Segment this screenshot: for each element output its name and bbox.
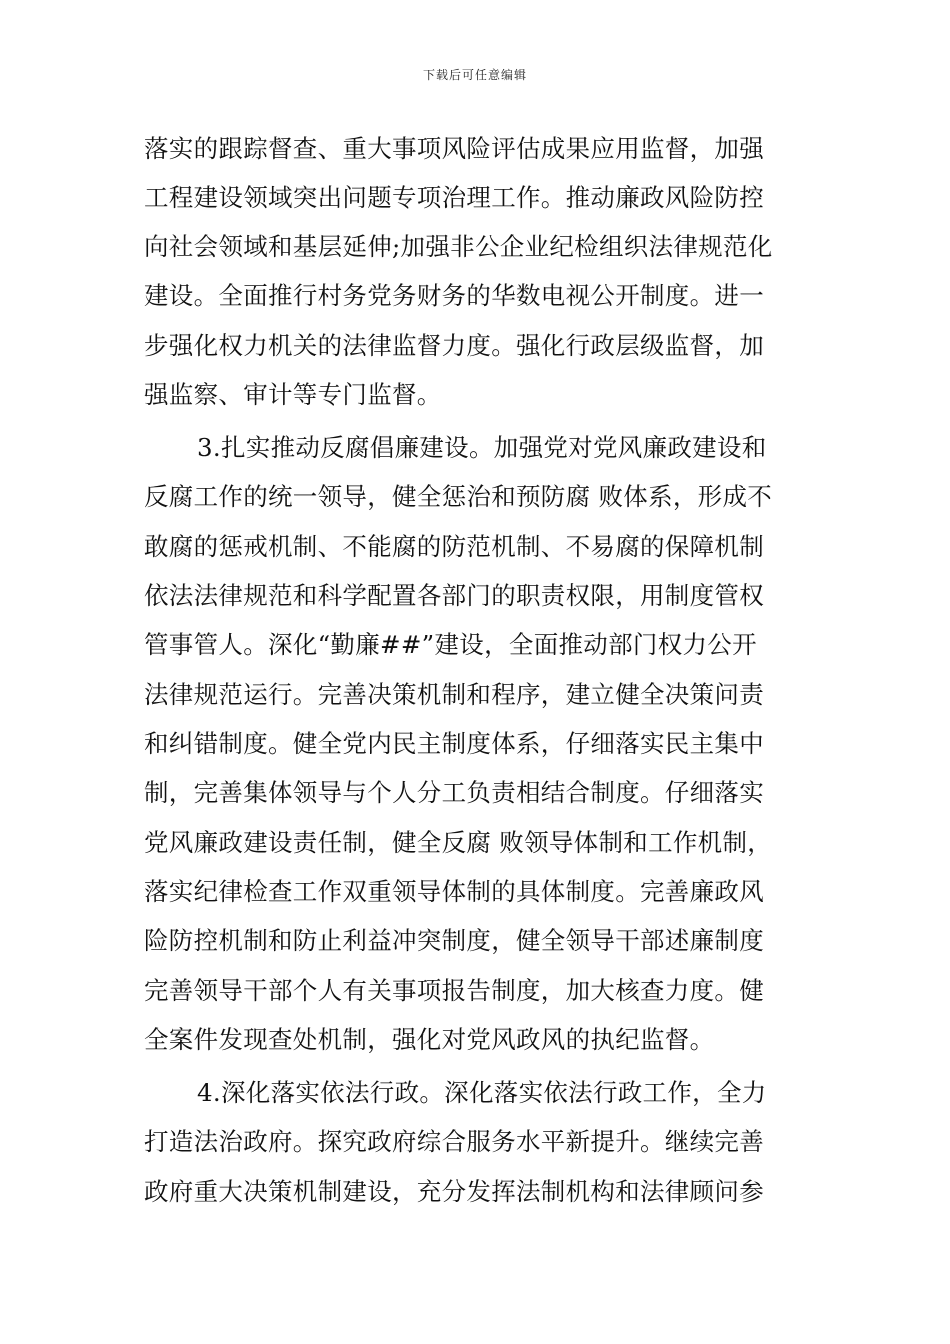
text-line: 党风廉政建设责任制，健全反腐 败领导体制和工作机制， <box>144 828 773 857</box>
text-line: 制，完善集体领导与个人分工负责相结合制度。仔细落实 <box>144 778 764 807</box>
text-line: 步强化权力机关的法律监督力度。强化行政层级监督，加 <box>144 331 764 360</box>
text-line: 向社会领域和基层延伸;加强非公企业纪检组织法律规范化 <box>144 232 773 261</box>
text-line: 打造法治政府。探究政府综合服务水平新提升。继续完善 <box>144 1127 764 1156</box>
text-line: 建设。全面推行村务党务财务的华数电视公开制度。进一 <box>144 281 764 310</box>
text-line: 依法法律规范和科学配置各部门的职责权限，用制度管权 <box>144 581 764 610</box>
paragraph-4-first-line: 4.深化落实依法行政。深化落实依法行政工作，全力 <box>197 1078 767 1107</box>
text-line: 法律规范运行。完善决策机制和程序，建立健全决策问责 <box>144 680 764 709</box>
text-line: 强监察、审计等专门监督。 <box>144 380 442 409</box>
text-line: 落实纪律检查工作双重领导体制的具体制度。完善廉政风 <box>144 877 764 906</box>
text-line: 敢腐的惩戒机制、不能腐的防范机制、不易腐的保障机制 <box>144 532 764 561</box>
page-header: 下载后可任意编辑 <box>422 68 527 82</box>
text-line: 管事管人。深化“勤廉##”建设，全面推动部门权力公开 <box>144 630 757 659</box>
text-line: 全案件发现查处机制，强化对党风政风的执纪监督。 <box>144 1025 715 1054</box>
text-line: 工程建设领域突出问题专项治理工作。推动廉政风险防控 <box>144 183 764 212</box>
text-line: 和纠错制度。健全党内民主制度体系，仔细落实民主集中 <box>144 729 764 758</box>
text-line: 完善领导干部个人有关事项报告制度，加大核查力度。健 <box>144 976 764 1005</box>
text-line: 落实的跟踪督查、重大事项风险评估成果应用监督，加强 <box>144 134 764 163</box>
paragraph-3-first-line: 3.扎实推动反腐倡廉建设。加强党对党风廉政建设和 <box>197 433 767 462</box>
text-line: 险防控机制和防止利益冲突制度，健全领导干部述廉制度 <box>144 926 764 955</box>
text-line: 政府重大决策机制建设，充分发挥法制机构和法律顾问参 <box>144 1177 764 1206</box>
text-line: 反腐工作的统一领导，健全惩治和预防腐 败体系，形成不 <box>144 482 773 511</box>
